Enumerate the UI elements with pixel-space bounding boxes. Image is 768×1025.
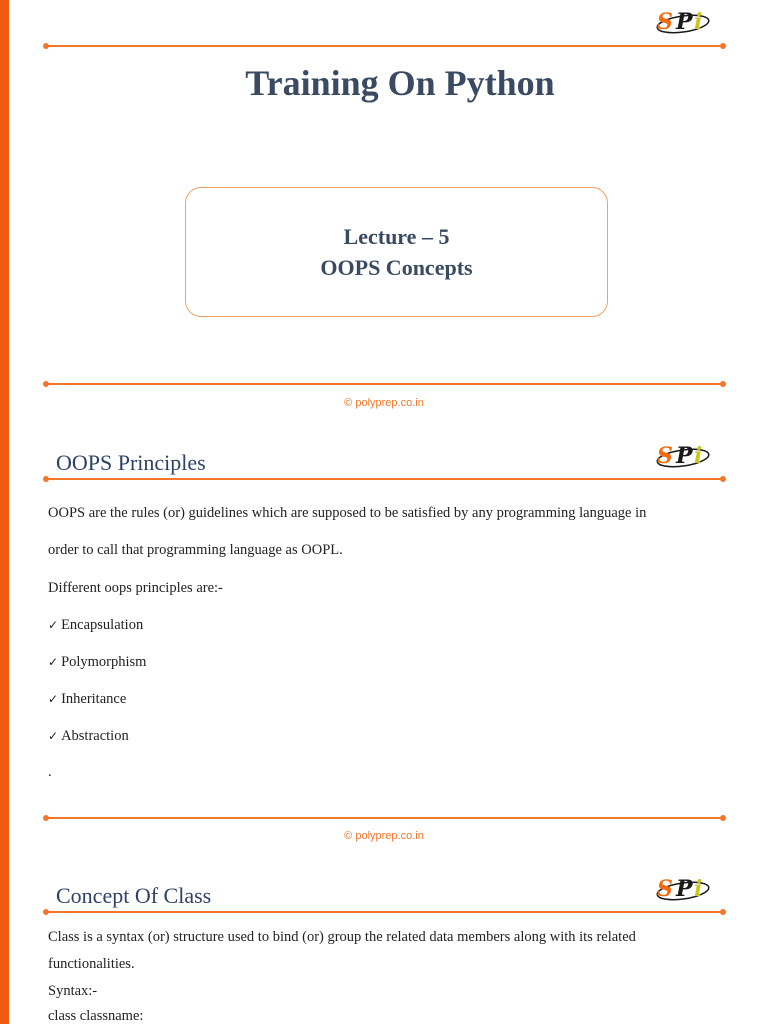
body-text: functionalities. [48,956,135,972]
svg-text:i: i [694,876,702,902]
svg-text:i: i [694,443,702,469]
svg-text:S: S [657,876,672,902]
section-heading: OOPS Principles [56,450,206,475]
list-item-label: Inheritance [61,691,127,707]
check-icon: ✓ [48,618,59,632]
list-item-label: Encapsulation [61,617,144,633]
spi-logo [654,873,712,903]
divider-line [46,478,723,480]
left-accent-bar [0,0,9,1024]
svg-text:S: S [657,9,672,35]
body-text: Different oops principles are:- [48,580,223,596]
divider-line [46,45,723,47]
syntax-line: class classname: [48,1008,144,1024]
list-item [48,691,126,708]
footer-copyright: © polyprep.co.in [344,830,424,842]
check-icon: ✓ [48,692,59,706]
footer-copyright: © polyprep.co.in [344,397,424,409]
body-text: order to call that programming language as OOPL. [48,542,343,558]
syntax-label: Syntax:- [48,983,98,999]
spi-logo [654,6,712,36]
trailing-dot: . [48,764,52,780]
lecture-number: Lecture – 5 [343,224,450,249]
svg-text:i: i [694,9,702,35]
divider-line [46,817,723,819]
svg-text:S: S [657,443,672,469]
divider-line [46,383,723,385]
lecture-box [185,187,608,317]
page-title: Training On Python [245,63,555,103]
check-icon: ✓ [48,655,59,669]
divider-line [46,911,723,913]
body-text: OOPS are the rules (or) guidelines which are supposed to be satisfied by any programming language in [48,505,647,521]
list-item-label: Abstraction [61,728,129,744]
list-item-label: Polymorphism [61,654,147,670]
svg-text:P: P [676,443,692,469]
svg-text:P: P [676,9,692,35]
body-text: Class is a syntax (or) structure used to bind (or) group the related data members along with its related [48,929,636,945]
check-icon: ✓ [48,729,59,743]
svg-text:P: P [676,876,692,902]
list-item [48,617,143,634]
list-item [48,728,129,745]
spi-logo [654,440,712,470]
list-item [48,654,146,671]
lecture-topic: OOPS Concepts [320,255,473,280]
section-heading: Concept Of Class [56,883,212,908]
